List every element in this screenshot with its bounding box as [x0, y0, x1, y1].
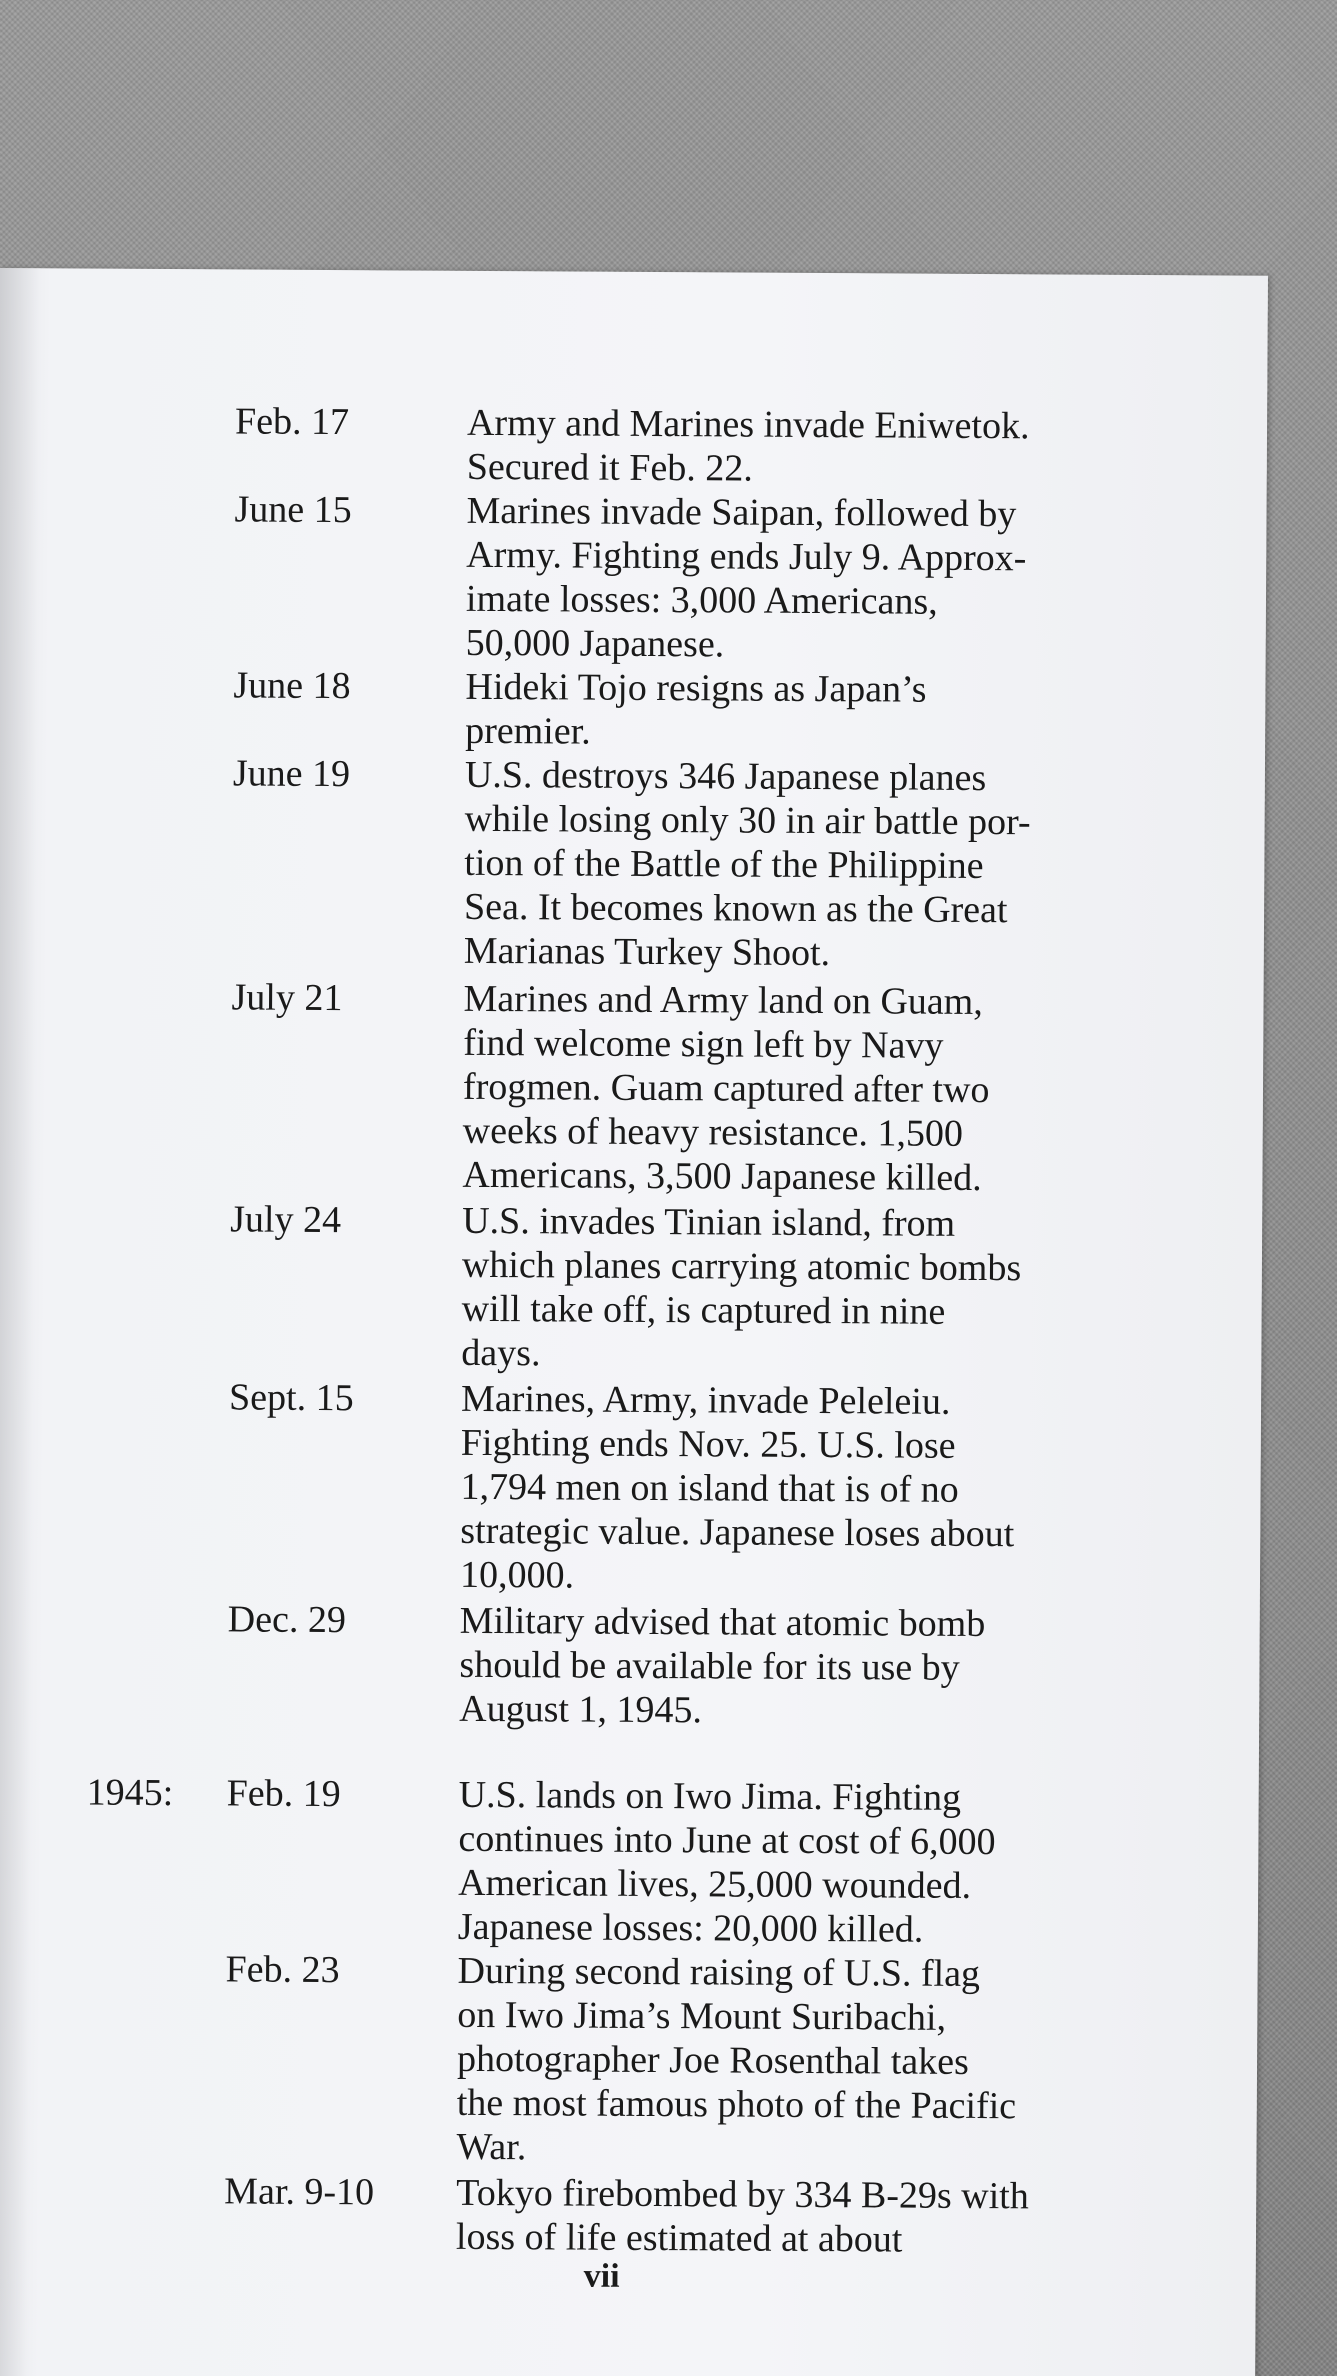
entry-line: Army. Fighting ends July 9. Approx-: [466, 533, 1027, 580]
entry-text: [460, 1377, 1151, 1601]
entry-text: [456, 2171, 1147, 2263]
entry-line: American lives, 25,000 wounded.: [458, 1861, 972, 1907]
entry-line: premier.: [465, 709, 591, 753]
entry-text: [458, 1773, 1149, 1953]
entry-line: 50,000 Japanese.: [465, 621, 725, 666]
book-page: [0, 268, 1268, 2376]
entry-line: Tokyo firebombed by 334 B-29s with: [456, 2171, 1029, 2218]
entry-line: 10,000.: [459, 1553, 575, 1597]
entry-date: Feb. 19: [226, 1772, 341, 1816]
entry-line: Army and Marines invade Eniwetok.: [466, 401, 1030, 448]
timeline-entry: [0, 398, 1267, 490]
entry-line: U.S. lands on Iwo Jima. Fighting: [458, 1773, 962, 1819]
entry-line: tion of the Battle of the Philippine: [464, 841, 984, 888]
entry-line: Hideki Tojo resigns as Japan’s: [465, 665, 927, 711]
entry-text: [465, 665, 1156, 757]
entry-date: June 18: [233, 664, 351, 708]
page-number: vii: [583, 2257, 620, 2295]
entry-line: days.: [461, 1331, 541, 1375]
entry-date: June 15: [234, 488, 352, 532]
entry-date: Feb. 17: [234, 400, 350, 444]
entry-line: During second raising of U.S. flag: [457, 1949, 981, 1996]
entry-text: [461, 1199, 1152, 1379]
entry-date: July 21: [231, 976, 343, 1020]
entry-line: Marines, Army, invade Peleleiu.: [460, 1377, 951, 1423]
entry-text: [462, 977, 1153, 1201]
entry-line: Marines invade Saipan, followed by: [466, 489, 1017, 536]
entry-line: loss of life estimated at about: [455, 2215, 903, 2261]
entry-year: 1945:: [86, 1771, 174, 1815]
timeline: [0, 398, 1267, 2261]
entry-line: Americans, 3,500 Japanese killed.: [462, 1153, 982, 1200]
entry-line: which planes carrying atomic bombs: [461, 1243, 1022, 1290]
entry-text: [459, 1599, 1150, 1735]
entry-line: frogmen. Guam captured after two: [462, 1065, 990, 1112]
entry-line: Military advised that atomic bomb: [459, 1599, 986, 1646]
entry-text: [464, 753, 1155, 977]
entry-line: Marines and Army land on Guam,: [463, 977, 983, 1024]
entry-date: Sept. 15: [228, 1376, 354, 1420]
entry-date: Feb. 23: [225, 1948, 340, 1992]
entry-line: U.S. invades Tinian island, from: [462, 1199, 956, 1245]
entry-line: while losing only 30 in air battle por-: [464, 797, 1031, 844]
entry-line: continues into June at cost of 6,000: [458, 1817, 996, 1864]
entry-line: 1,794 men on island that is of no: [460, 1465, 959, 1511]
entry-line: strategic value. Japanese loses about: [460, 1509, 1015, 1556]
entry-text: [456, 1949, 1147, 2173]
entry-date: June 19: [232, 752, 351, 796]
entry-line: weeks of heavy resistance. 1,500: [462, 1109, 964, 1155]
entry-line: Marianas Turkey Shoot.: [463, 929, 831, 975]
entry-line: on Iwo Jima’s Mount Suribachi,: [457, 1993, 947, 2039]
entry-line: Japanese losses: 20,000 killed.: [457, 1905, 924, 1951]
entry-line: Fighting ends Nov. 25. U.S. lose: [460, 1421, 956, 1467]
timeline-entry: [0, 1770, 1259, 1951]
entry-line: should be available for its use by: [459, 1643, 960, 1689]
entry-text: [467, 401, 1158, 493]
entry-date: Mar. 9-10: [224, 2170, 375, 2214]
entry-line: find welcome sign left by Navy: [463, 1021, 944, 1067]
entry-line: U.S. destroys 346 Japanese planes: [464, 753, 987, 800]
entry-line: Sea. It becomes known as the Great: [463, 885, 1008, 932]
entry-date: Dec. 29: [227, 1598, 347, 1642]
entry-date: July 24: [230, 1198, 342, 1242]
entry-line: War.: [456, 2125, 527, 2169]
entry-line: photographer Joe Rosenthal takes: [456, 2037, 970, 2083]
entry-line: will take off, is captured in nine: [461, 1287, 946, 1333]
entry-line: August 1, 1945.: [459, 1687, 703, 1732]
entry-line: imate losses: 3,000 Americans,: [465, 577, 938, 623]
entry-line: Secured it Feb. 22.: [466, 445, 753, 490]
entry-line: the most famous photo of the Pacific: [456, 2081, 1017, 2128]
page-gutter-shadow: [0, 268, 40, 2376]
entry-text: [466, 489, 1157, 669]
